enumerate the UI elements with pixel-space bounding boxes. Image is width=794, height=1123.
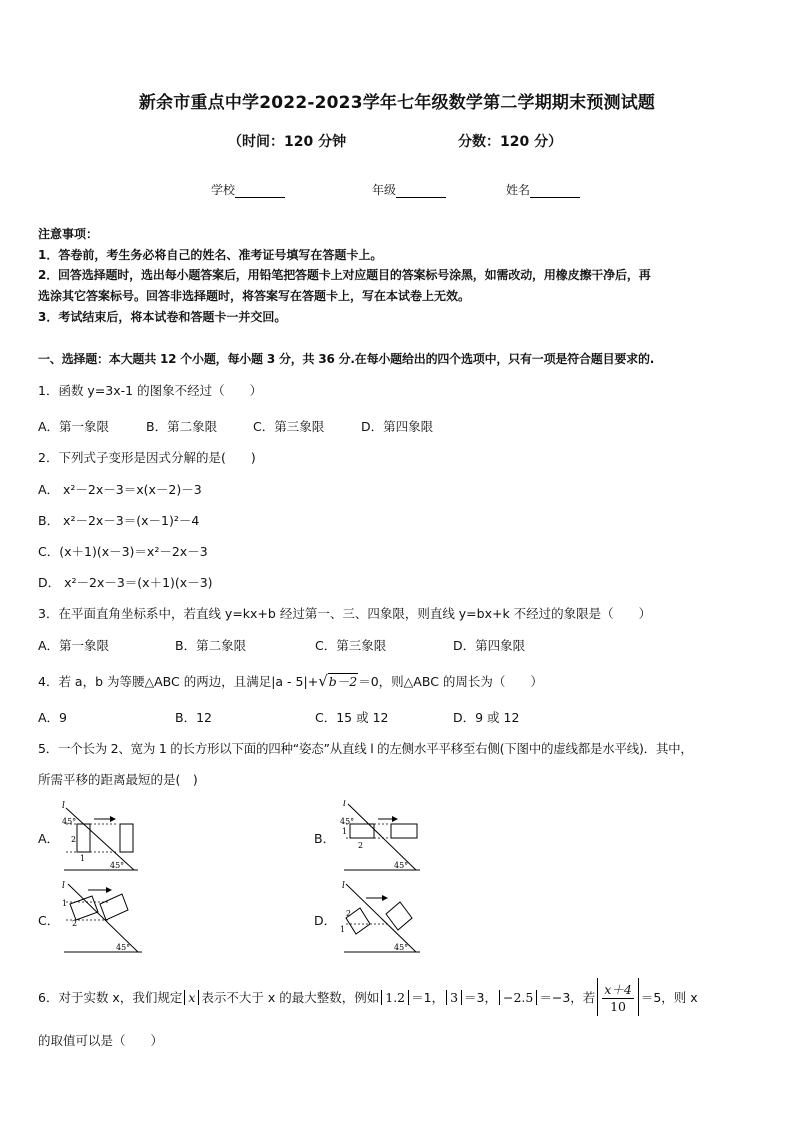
q6-bracket-x: x <box>184 990 199 1005</box>
q4-stem-pre: 4．若 a，b 为等腰△ABC 的两边，且满足|a - 5|+ <box>38 674 319 689</box>
q4-stem <box>38 672 543 690</box>
q4-option-d: D．9 或 12 <box>453 710 520 725</box>
fig-a-1: 1 <box>80 854 86 863</box>
q6-mid: 表示不大于 x 的最大整数，例如 <box>201 990 380 1005</box>
q4-option-b: B．12 <box>175 710 212 725</box>
q6-eq-2: ＝3， <box>464 990 497 1005</box>
q1-option-d: D．第四象限 <box>361 419 434 434</box>
fig-d-1: 1 <box>340 925 346 934</box>
fig-c-l: l <box>62 881 65 891</box>
q2-option-a: A． x²－2x－3＝x(x－2)－3 <box>38 482 202 497</box>
q5-option-d: D． <box>314 913 337 928</box>
note-2a: 2．回答选择题时，选出每小题答案后，用铅笔把答题卡上对应题目的答案标号涂黑，如需改动，用橡皮擦干净后，再 <box>38 268 651 282</box>
q1-stem: 1．函数 y=3x-1 的图象不经过（ ） <box>38 383 263 398</box>
q5-option-a: A． <box>38 831 60 846</box>
q6-example-2: 3 <box>446 990 462 1005</box>
q3-option-d: D．第四象限 <box>453 638 526 653</box>
name-label: 姓名 <box>506 183 531 197</box>
q5-figure-a <box>58 800 140 872</box>
q6-line2: 的取值可以是（ ） <box>38 1033 164 1048</box>
q5-option-c: C． <box>38 913 60 928</box>
fig-d-45-bottom: 45° <box>394 943 409 952</box>
q5-figure-c <box>58 880 144 954</box>
q6-fraction-denominator: 10 <box>610 999 626 1014</box>
school-label: 学校 <box>211 183 236 197</box>
q6-example-3: −2.5 <box>499 990 537 1005</box>
fig-a-45-top: 45° <box>62 817 77 826</box>
school-field <box>211 181 285 198</box>
fig-d-l: l <box>342 881 345 891</box>
q4-sqrt: √b－2 <box>318 672 358 690</box>
score-label: 分数：120 分） <box>458 134 563 150</box>
fig-b-2: 2 <box>358 841 364 850</box>
q2-option-d: D． x²－2x－3＝(x＋1)(x－3) <box>38 575 213 590</box>
name-blank <box>530 185 580 198</box>
note-3: 3．考试结束后，将本试卷和答题卡一并交回。 <box>38 310 287 324</box>
q3-option-c: C．第三象限 <box>315 638 387 653</box>
q6-stem <box>38 978 698 1016</box>
q3-option-b: B．第二象限 <box>175 638 247 653</box>
q4-sqrt-radicand: b－2 <box>328 674 358 689</box>
note-2b: 选涂其它答案标号。回答非选择题时，将答案写在答题卡上，写在本试卷上无效。 <box>38 289 471 303</box>
fig-b-l: l <box>343 800 346 809</box>
fig-a-45-bottom: 45° <box>110 861 125 870</box>
grade-field <box>372 181 446 198</box>
notes-heading: 注意事项： <box>38 227 99 241</box>
fig-a-l: l <box>62 801 65 811</box>
q6-eq-3: ＝−3，若 <box>539 990 596 1005</box>
grade-label: 年级 <box>372 183 397 197</box>
fig-b-1: 1 <box>342 827 348 836</box>
q5-line1: 5．一个长为 2、宽为 1 的长方形以下面的四种“姿态”从直线 l 的左侧水平平移至右侧(下图中的虚线都是水平线)．其中， <box>38 741 693 756</box>
q1-option-a: A．第一象限 <box>38 419 110 434</box>
fig-c-2: 2 <box>72 919 78 928</box>
q6-fraction-numerator: x＋4 <box>604 982 632 997</box>
q2-stem: 2．下列式子变形是因式分解的是( ) <box>38 450 256 465</box>
school-blank <box>235 185 285 198</box>
q5-figure-b <box>338 800 422 872</box>
fig-a-2: 2 <box>71 835 77 844</box>
page-title: 新余市重点中学2022-2023学年七年级数学第二学期期末预测试题 <box>138 93 656 113</box>
note-1: 1．答卷前，考生务必将自己的姓名、准考证号填写在答题卡上。 <box>38 248 383 262</box>
q5-figure-d <box>338 880 424 954</box>
fig-d-2: 2 <box>346 909 352 918</box>
q2-option-b: B． x²－2x－3＝(x－1)²－4 <box>38 513 200 528</box>
time-label: （时间：120 分钟 <box>228 134 347 150</box>
fig-c-1: 1 <box>62 899 68 908</box>
grade-blank <box>396 185 446 198</box>
q4-option-a: A．9 <box>38 710 68 725</box>
q5-line2: 所需平移的距离最短的是( ) <box>38 772 198 787</box>
q4-stem-post: ＝0，则△ABC 的周长为（ ） <box>358 674 543 689</box>
q6-fraction <box>597 978 639 1016</box>
q6-pre: 6．对于实数 x，我们规定 <box>38 990 183 1005</box>
fig-b-45-top: 45° <box>340 817 355 826</box>
section-heading: 一、选择题：本大题共 12 个小题，每小题 3 分，共 36 分.在每小题给出的四个选项中，只有一项是符合题目要求的. <box>38 352 655 366</box>
q6-eq-4: ＝5，则 x <box>640 990 698 1005</box>
fig-c-45-bottom: 45° <box>116 943 131 952</box>
q6-example-1: 1.2 <box>381 990 409 1005</box>
q1-option-c: C．第三象限 <box>253 419 325 434</box>
q4-option-c: C．15 或 12 <box>315 710 389 725</box>
fig-b-45-bottom: 45° <box>394 861 409 870</box>
q3-option-a: A．第一象限 <box>38 638 110 653</box>
q5-option-b: B． <box>314 831 336 846</box>
q2-option-c: C．(x＋1)(x－3)＝x²－2x－3 <box>38 544 208 559</box>
q6-eq-1: ＝1， <box>411 990 445 1005</box>
name-field <box>506 181 580 198</box>
q3-stem: 3．在平面直角坐标系中，若直线 y=kx+b 经过第一、三、四象限，则直线 y=bx+k 不经过的象限是（ ） <box>38 606 652 621</box>
q1-option-b: B．第二象限 <box>146 419 218 434</box>
